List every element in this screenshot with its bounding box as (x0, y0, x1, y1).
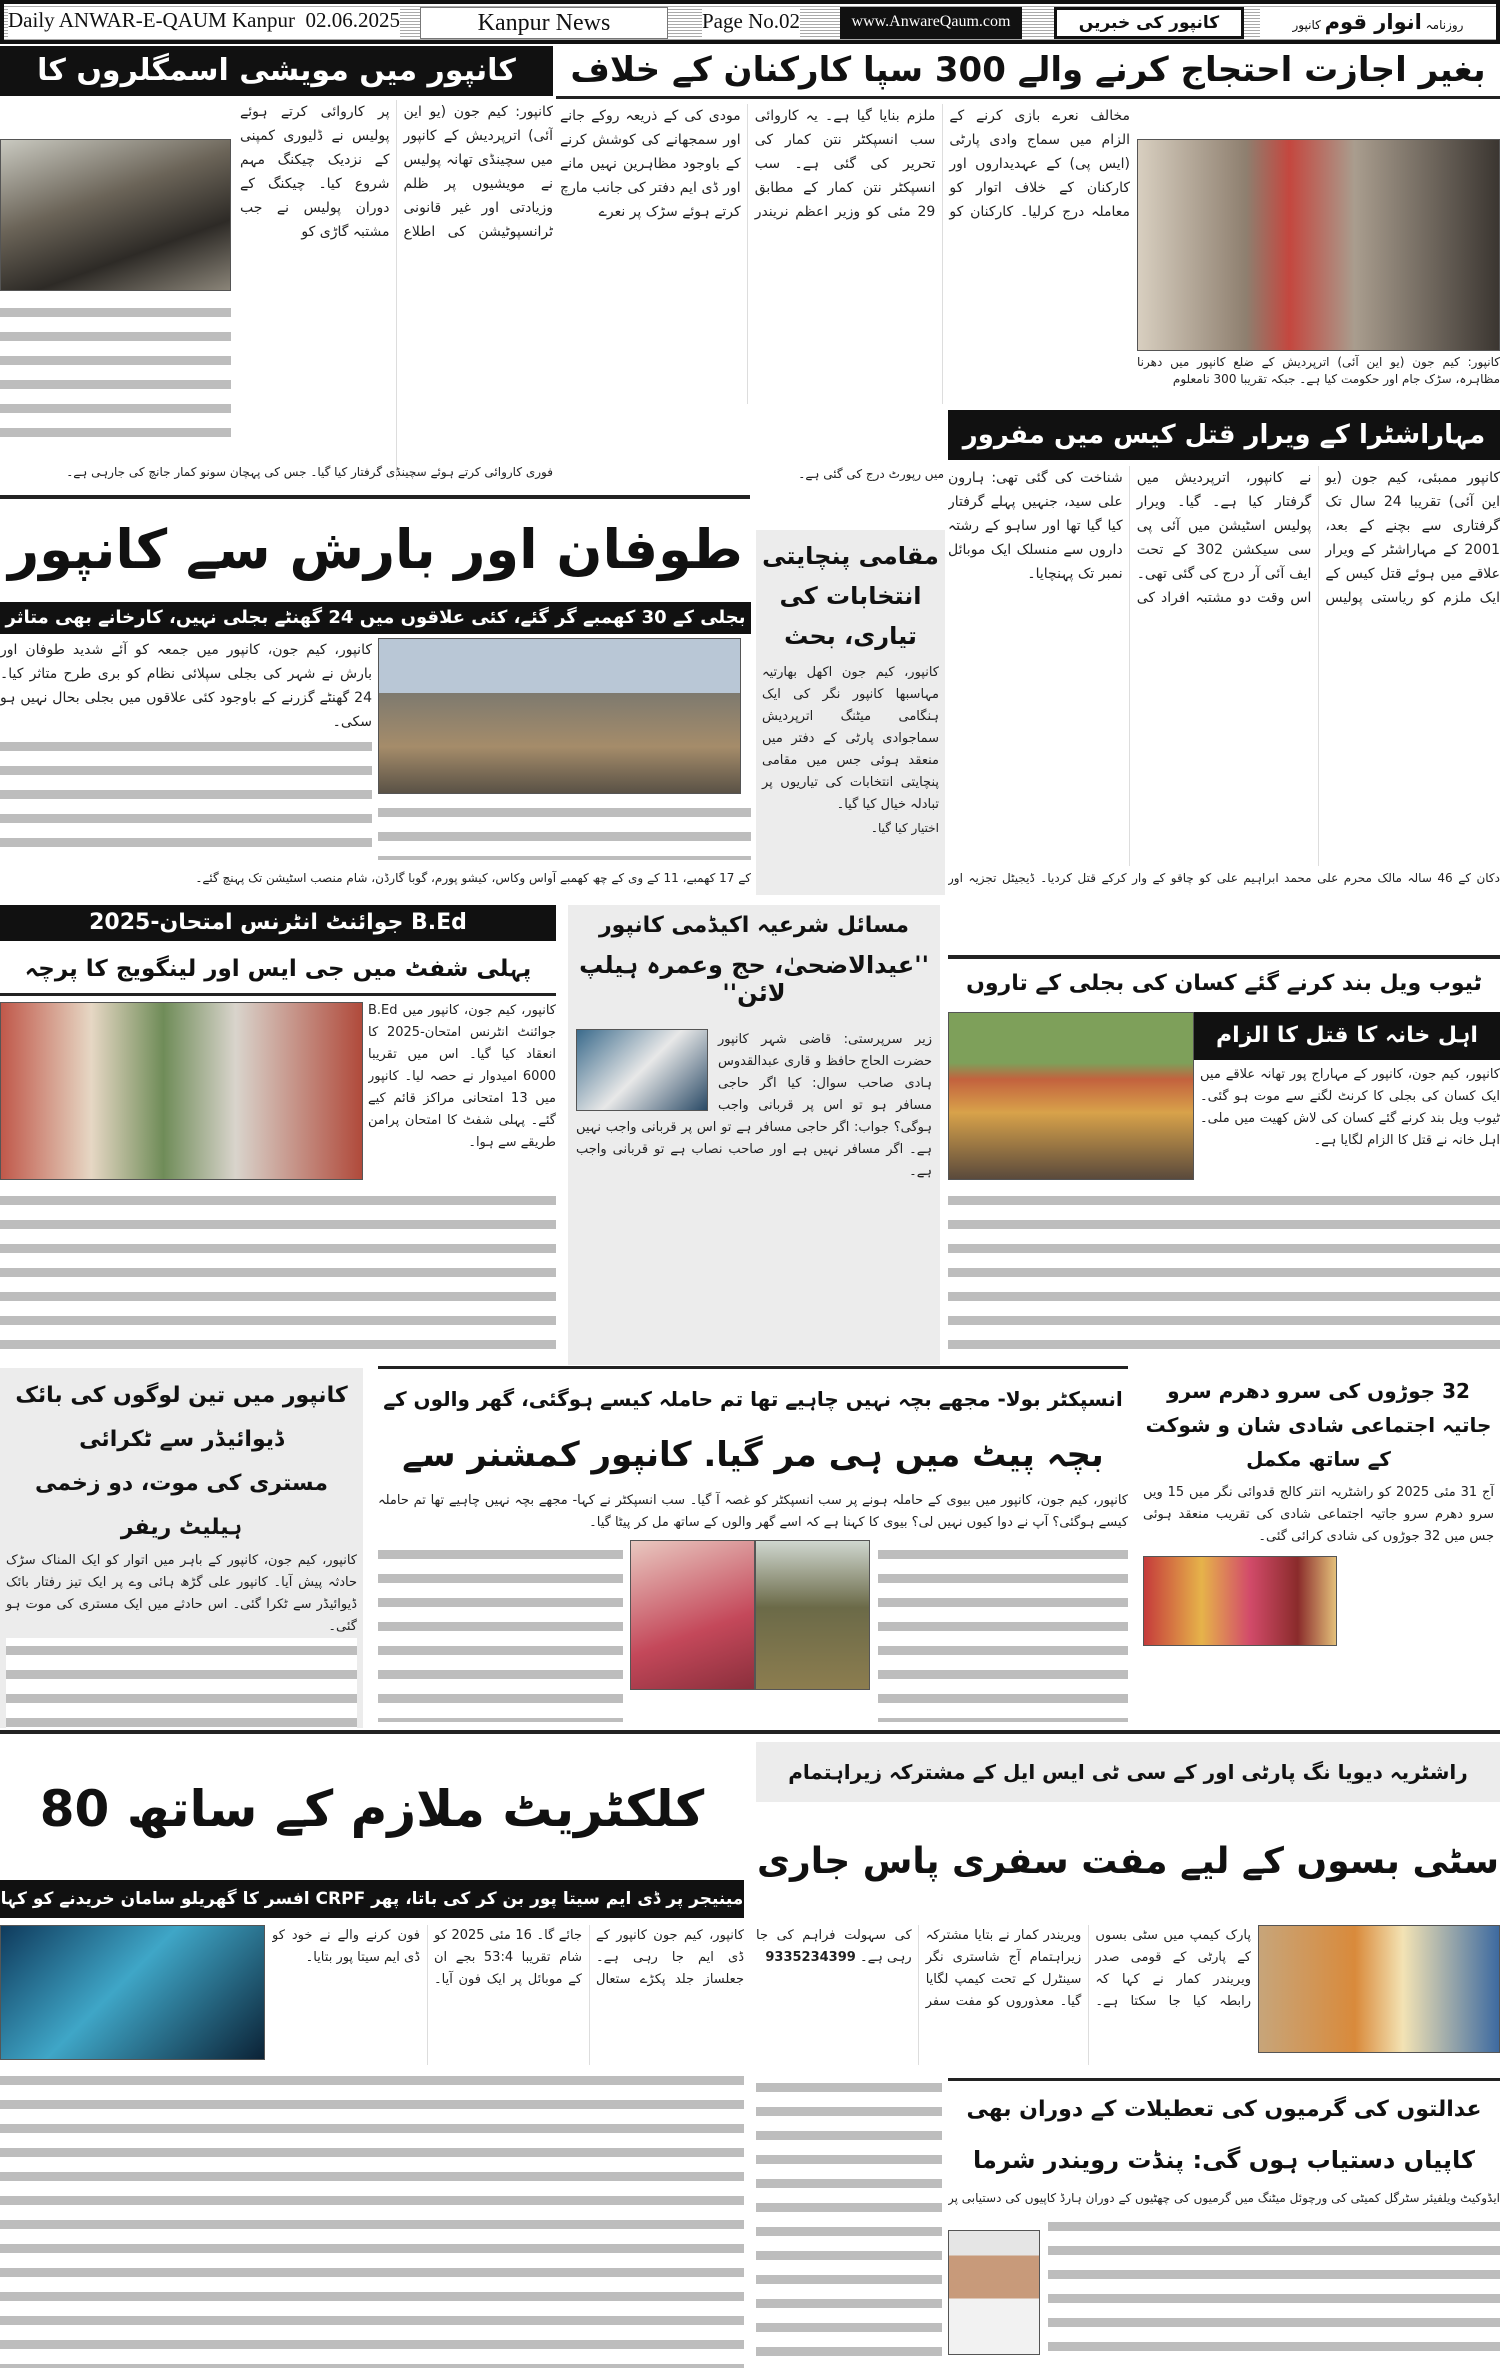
court-body-continued (1048, 2214, 1500, 2364)
cyber-body: کانپور، کیم جون کانپور کے ڈی ایم جا رہی ہے۔ جعلساز جلد پکڑے ستعال جائے گا۔ 16 مئی 2025 کو شام تقریبا 53:4 بجے ان کے موبائل پر ایک فون آیا۔ فون کرنے والے نے خود کو ڈی ایم سیتا پور بتایا۔ (272, 1928, 744, 1987)
tubewell-headline: ٹیوب ویل بند کرنے گئے کسان کی بجلی کے تاروں (948, 955, 1500, 1005)
newspaper-logo: روزنامہ انوار قوم کانپور (1260, 7, 1496, 39)
website-link[interactable]: www.AnwareQaum.com (840, 7, 1022, 39)
storm-body: کانپور، کیم جون، کانپور میں جمعہ کو آئے شدید طوفان اور بارش نے شہر کی بجلی سپلائی نظام کو بری طرح متاثر کیا۔ 24 گھنٹے گزرنے کے باوجود کئی علاقوں میں بجلی بحال نہیں ہو سکی۔ (0, 638, 372, 858)
tubewell-body-continued (948, 1188, 1500, 1364)
masail-body: زیر سرپرستی: قاضی شہر کانپور حضرت الحاج حافظ و قاری عبدالقدوس ہادی صاحب سوال: کیا اگر حاجی مسافر ہو تو اس پر قربانی واجب ہوگی؟ جواب: اگر حاجی مسافر ہے تو اس پر قربانی واجب نہیں ہے۔ اگر مسافر نہیں ہے اور صاحب نصاب ہے تو قربانی واجب ہے۔ (576, 1032, 932, 1180)
ravindra-sharma-photo (948, 2230, 1040, 2355)
maharashtra-body: کانپور ممبئی، کیم جون (یو این آئی) تقریبا 24 سال تک گرفتاری سے بچنے کے بعد، 2001 کے مہاراشٹر کے ویرار علاقے میں ہوئے قتل کیس کے ایک ملزم کو ریاستی پولیس نے کانپور، اترپردیش میں گرفتار کیا ہے۔ گیا۔ ویرار پولیس اسٹیشن میں آئی پی سی سیکشن 302 کے تحت ایف آئی آر درج کی گئی تھی۔ اس وقت دو مشتبہ افراد کی شناخت کی گئی تھی: ہارون علی سید، جنہیں پہلے گرفتار کیا گیا تھا اور ساہو کے رشتہ داروں سے منسلک ایک موبائل نمبر تک پہنچایا۔ (948, 470, 1500, 606)
masail-subtitle: ''عیدالاضحیٰ، حج وعمرہ ہیلپ لائن'' (579, 951, 929, 1007)
masail-column (568, 905, 940, 1365)
storm-subheadline: بجلی کے 30 کھمبے گر گئے، کئی علاقوں میں 24 گھنٹے بجلی نہیں، کارخانے بھی متاثر (0, 602, 751, 634)
buspass-kicker: راشٹریہ دیویا نگ پارٹی اور کے سی ٹی ایس ایل کے مشترکہ زیراہتمام (756, 1742, 1500, 1802)
masail-title: مسائل شرعیہ اکیڈمی کانپور (598, 913, 910, 938)
sp-protest-tail: میں رپورٹ درج کی گئی ہے۔ (798, 467, 944, 481)
section-label: Kanpur News (420, 7, 668, 39)
storm-headline: طوفان اور بارش سے کانپور (8, 518, 743, 581)
buspass-headline: سٹی بسوں کے لیے مفت سفری پاس جاری (757, 1841, 1499, 1882)
section-urdu-label: کانپور کی خبریں (1054, 7, 1244, 39)
cattle-tail: فوری کاروائی کرتے ہوئے سچینڈی گرفتار کیا گیا۔ جس کی پہچان سونو کمار جانچ کی جارہی ہے۔ (66, 465, 553, 479)
bed-banner: B.Ed جوائنٹ انٹرنس امتحان-2025 (0, 905, 556, 941)
buspass-body-continued (756, 2075, 942, 2365)
storm-body-continued (378, 800, 751, 860)
sp-protest-body: مخالف نعرے بازی کرنے کے الزام میں سماج وادی پارٹی (ایس پی) کے عہدیداروں اور کارکنان کے خلاف اتوار کو معاملہ درج کرلیا۔ کارکنان کو ملزم بنایا گیا ہے۔ یہ کاروائی سب انسپکٹر نتن کمار کی تحریر کی گئی ہے۔ سب انسپکٹر نتن کمار کے مطابق 29 مئی کو وزیر اعظم نریندر مودی کی کے ذریعہ روکے جانے اور سمجھانے کی کوشش کرنے کے باوجود مظاہرین نہیں مانے اور ڈی ایم دفتر کی جانب مارچ کرتے ہوئے سڑک پر نعرے (560, 108, 1130, 220)
cattle-body: کانپور: کیم جون (یو این آئی) اترپردیش کے کانپور میں سچینڈی تھانہ پولیس نے مویشیوں پر ظلم وزیادتی اور غیر قانونی ٹرانسپوٹیشن کی اطلاع پر کاروائی کرتے ہوئے پولیس نے ڈلیوری کمپنی کے نزدیک چیکنگ مہم شروع کیا۔ چیکنگ کے دوران پولیس نے جب مشتبہ گاڑی کو (240, 104, 553, 240)
inspector-headline: بچہ پیٹ میں ہی مر گیا. کانپور کمشنر سے (402, 1435, 1104, 1475)
wedding-story (1137, 1368, 1500, 1728)
tubewell-subheadline: اہل خانہ کا قتل کا الزام (1194, 1012, 1500, 1060)
cyber-body-continued (0, 2068, 744, 2368)
panchayat-headline: مقامی پنچایتی انتخابات کی تیاری، بحث (762, 542, 939, 650)
wedding-headline: 32 جوڑوں کی سرو دھرم سرو جاتیہ اجتماعی شادی شان و شوکت کے ساتھ مکمل (1145, 1379, 1492, 1471)
edition-label: Daily ANWAR-E-QAUM Kanpur 02.06.2025 (8, 8, 400, 38)
sp-protest-headline: بغیر اجازت احتجاج کرنے والے 300 سپا کارکنان کے خلاف (570, 50, 1486, 90)
bed-headline: پہلی شفٹ میں جی ایس اور لینگویج کا پرچہ (0, 942, 556, 996)
bed-body-continued (0, 1188, 556, 1364)
panchayat-story (756, 530, 945, 895)
buspass-body: پارک کیمپ میں سٹی بسوں کے پارٹی کے قومی صدر ویریندر کمار نے کہا کہ رابطہ کیا جا سکتا ہے۔ ویریندر کمار نے بتایا مشترکہ زیراہتمام آج شاستری نگر سینٹرل کے تحت کیمپ لگایا گیا۔ معذوروں کو مفت سفر کی سہولت فراہم کی جا رہی ہے۔ 9335234399 (756, 1928, 1251, 2009)
cattle-body-continued (0, 300, 231, 450)
bike-headline-2: مستری کی موت، دو زخمی ہیلیٹ ریفر (35, 1471, 328, 1540)
inspector-kicker: انسپکٹر بولا- مجھے بچہ نہیں چاہیے تھا تم حاملہ کیسے ہوگئی، گھر والوں کے (383, 1387, 1123, 1411)
bike-accident-story (0, 1368, 363, 1728)
wife-photo (630, 1540, 755, 1690)
hacker-photo (0, 1925, 265, 2060)
bike-body: کانپور، کیم جون، کانپور کے باہر میں اتوار کو ایک المناک سڑک حادثہ پیش آیا۔ کانپور علی گڑھ ہائی وے پر ایک تیز رفتار بائک ڈیوائیڈر سے ٹکرا گئی۔ اس حادثے میں ایک مستری کی موت ہو گئی۔ (6, 1553, 357, 1634)
bike-headline: کانپور میں تین لوگوں کی بائک ڈیوائیڈر سے ٹکرائی (15, 1383, 348, 1452)
wedding-body: آج 31 مئی 2025 کو راشٹریہ انتر کالج قدوائی نگر میں 15 ویں سرو دھرم سرو جاتیہ اجتماعی شادی کی تقریب منعقد ہوئی جس میں 32 جوڑوں کی شادی کرائی گئی۔ (1143, 1485, 1494, 1544)
cyber-headline: کلکٹریٹ ملازم کے ساتھ 80 (39, 1780, 705, 1838)
cattle-headline: کانپور میں مویشی اسمگلروں کا (0, 46, 553, 96)
bed-body: کانپور، کیم جون، کانپور میں B.Ed جوائنٹ انٹرنس امتحان-2025 کا انعقاد کیا گیا۔ اس میں تقریبا 6000 امیدوار نے حصہ لیا۔ کانپور میں 13 امتحانی مراکز قائم کیے گئے۔ پہلی شفٹ کا امتحان پرامن طریقے سے ہوا۔ (368, 1003, 556, 1150)
tubewell-body: کانپور، کیم جون، کانپور کے مہاراج پور تھانہ علاقے میں ایک کسان کی بجلی کا کرنٹ لگنے سے موت ہو گئی۔ ٹیوب ویل بند کرنے گئے کسان کی لاش کھیت میں ملی۔ اہل خانہ نے قتل کا الزام لگایا ہے۔ (1200, 1067, 1500, 1148)
buspass-camp-photo (1258, 1925, 1500, 2053)
court-headline: عدالتوں کی گرمیوں کی تعطیلات کے دوران بھی (966, 2097, 1482, 2122)
sp-protest-photo (1137, 139, 1500, 351)
tubewell-crowd-photo (948, 1012, 1194, 1180)
storm-poles-photo (378, 638, 741, 794)
bed-exam-centre-photo (0, 1002, 363, 1180)
storm-tail: کے 17 کھمبے، 11 کے وی کے چھ کھمبے آواس وکاس، کیشو پورم، گوبا گارڈن، شام منصب اسٹیشن تک پہنچ گئے۔ (195, 871, 751, 885)
buspass-phone: 9335234399 (765, 1950, 856, 1965)
court-body: ایڈوکیٹ ویلفیئر سٹرگل کمیٹی کی ورچوئل میٹنگ میں گرمیوں کی چھٹیوں کے دوران ہارڈ کاپیوں کی دستیابی پر (948, 2191, 1500, 2205)
sp-protest-caption: کانپور: کیم جون (یو این آئی) اترپردیش کے ضلع کانپور میں دھرنا مظاہرہ، سڑک جام اور حکومت کیا ہے۔ جبکہ تقریبا 300 نامعلوم (1137, 355, 1500, 386)
inspector-photo (755, 1540, 870, 1690)
maharashtra-tail: دکان کے 46 سالہ مالک محرم علی محمد ابراہیم علی کو چاقو کے وار کرکے قتل کردیا۔ ڈیجیٹل تجزیہ اور (948, 871, 1500, 885)
cattle-truck-photo (0, 139, 231, 291)
page-number: Page No.02 (702, 9, 800, 39)
inspector-body-right (878, 1542, 1128, 1722)
qazi-photo (576, 1029, 708, 1111)
masthead (0, 0, 1500, 44)
maharashtra-headline: مہاراشٹرا کے ویرار قتل کیس میں مفرور (948, 410, 1500, 460)
wedding-couples-photo (1143, 1556, 1337, 1646)
inspector-body: کانپور، کیم جون، کانپور میں بیوی کے حاملہ ہونے پر سب انسپکٹر کو غصہ آ گیا۔ سب انسپکٹر نے کہا- مجھے بچہ نہیں چاہیے تھا تم حاملہ کیسے ہوگئی؟ آپ نے دوا کیوں نہیں لی؟ بیوی کا کہنا ہے کہ اسے گھر والوں کے ساتھ مل کر پیٹا گیا۔ (378, 1493, 1128, 1530)
panchayat-body: کانپور، کیم جون اکھل بھارتیہ مہاسبھا کانپور نگر کی ایک ہنگامی میٹنگ اترپردیش سماجوادی پارٹی کے دفتر میں منعقد ہوئی جس میں مقامی پنچایتی انتخابات کی تیاریوں پر تبادلہ خیال کیا گیا۔ (762, 665, 939, 812)
cyber-subheadline: مینیجر پر ڈی ایم سیتا پور بن کر کی باتا، پھر CRPF افسر کا گھریلو سامان خریدنے کو کہا (0, 1880, 744, 1918)
edition-date: 02.06.2025 (305, 8, 400, 32)
inspector-body-left (378, 1542, 623, 1722)
court-headline-2: کاپیاں دستیاب ہوں گی: پنڈت رویندر شرما (973, 2146, 1475, 2174)
panchayat-tail: اختیار کیا گیا۔ (870, 821, 939, 835)
